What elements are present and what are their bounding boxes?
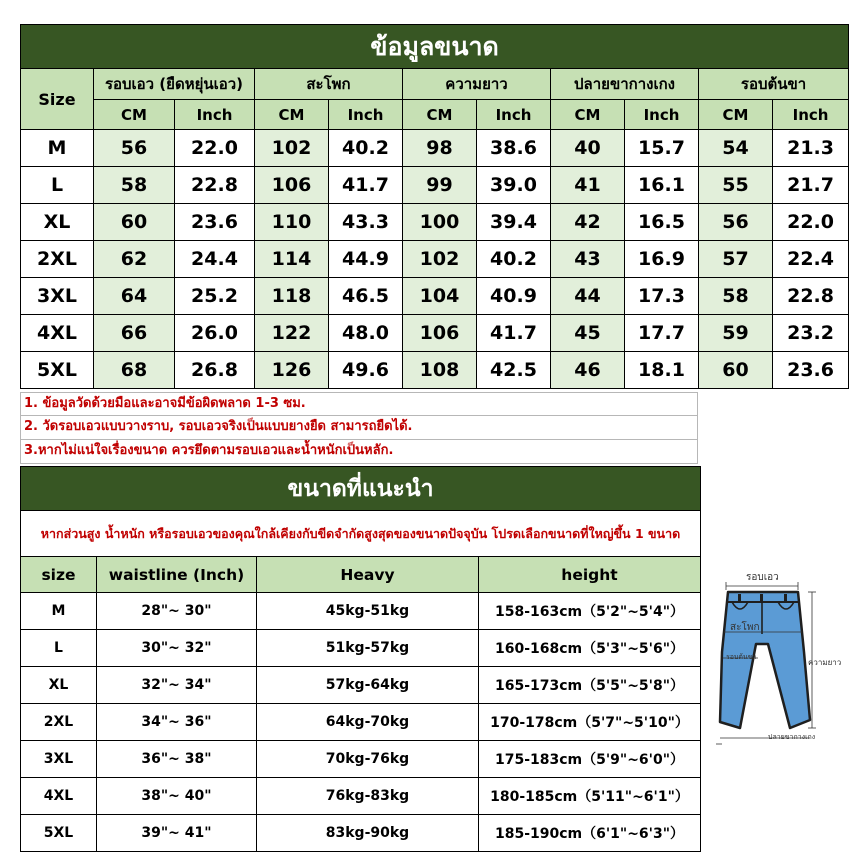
table-cell: 41.7 (329, 167, 403, 204)
rec-waist-cell: 38"~ 40" (97, 778, 257, 815)
rec-height-cell: 180-185cm（5'11"~6'1"） (479, 778, 701, 815)
rec-size-cell: M (21, 593, 97, 630)
table-cell: 43.3 (329, 204, 403, 241)
table-cell: 46.5 (329, 278, 403, 315)
size-chart-title: ข้อมูลขนาด (21, 25, 849, 69)
table-cell: 110 (255, 204, 329, 241)
table-cell: 21.3 (773, 130, 849, 167)
table-cell: 40.2 (329, 130, 403, 167)
note-3: 3.หากไม่แน่ใจเรื่องขนาด ควรยึดตามรอบเอวและน้ำหนักเป็นหลัก. (20, 440, 698, 464)
table-cell: 22.4 (773, 241, 849, 278)
table-cell: 16.1 (625, 167, 699, 204)
rec-heavy-cell: 83kg-90kg (257, 815, 479, 852)
table-cell: 18.1 (625, 352, 699, 389)
table-cell: 66 (94, 315, 175, 352)
table-cell: 58 (94, 167, 175, 204)
size-label: 2XL (21, 241, 94, 278)
table-cell: 102 (403, 241, 477, 278)
table-cell: 21.7 (773, 167, 849, 204)
table-cell: 48.0 (329, 315, 403, 352)
note-2: 2. วัดรอบเอวแบบวางราบ, รอบเอวจริงเป็นแบบยางยืด สามารถยืดได้. (20, 416, 698, 440)
table-cell: 106 (403, 315, 477, 352)
table-cell: 17.3 (625, 278, 699, 315)
size-column-header: Size (21, 69, 94, 130)
table-row (21, 741, 701, 778)
rec-waist-cell: 30"~ 32" (97, 630, 257, 667)
table-cell: 58 (699, 278, 773, 315)
rec-heavy-cell: 51kg-57kg (257, 630, 479, 667)
rec-heavy-cell: 70kg-76kg (257, 741, 479, 778)
rec-heavy-cell: 45kg-51kg (257, 593, 479, 630)
unit-cm-header: CM (699, 100, 773, 130)
table-cell: 56 (94, 130, 175, 167)
table-cell: 60 (699, 352, 773, 389)
size-label: 4XL (21, 315, 94, 352)
table-cell: 100 (403, 204, 477, 241)
rec-heavy-header: Heavy (257, 557, 479, 593)
table-row (21, 130, 849, 167)
table-cell: 56 (699, 204, 773, 241)
rec-size-cell: 5XL (21, 815, 97, 852)
table-cell: 23.6 (175, 204, 255, 241)
table-cell: 22.8 (773, 278, 849, 315)
rec-size-cell: 2XL (21, 704, 97, 741)
unit-inch-header: Inch (625, 100, 699, 130)
table-cell: 49.6 (329, 352, 403, 389)
table-cell: 23.2 (773, 315, 849, 352)
table-cell: 41 (551, 167, 625, 204)
table-cell: 98 (403, 130, 477, 167)
table-cell: 60 (94, 204, 175, 241)
table-cell: 41.7 (477, 315, 551, 352)
table-cell: 43 (551, 241, 625, 278)
table-row (21, 241, 849, 278)
size-label: XL (21, 204, 94, 241)
table-cell: 15.7 (625, 130, 699, 167)
rec-waist-cell: 32"~ 34" (97, 667, 257, 704)
hip-column-header: สะโพก (255, 69, 403, 100)
table-row (21, 593, 701, 630)
thigh-column-header: รอบต้นขา (699, 69, 849, 100)
table-row (21, 630, 701, 667)
table-cell: 42 (551, 204, 625, 241)
rec-height-cell: 165-173cm（5'5"~5'8"） (479, 667, 701, 704)
rec-heavy-cell: 57kg-64kg (257, 667, 479, 704)
table-cell: 22.0 (175, 130, 255, 167)
rec-waist-cell: 39"~ 41" (97, 815, 257, 852)
rec-height-cell: 170-178cm（5'7"~5'10"） (479, 704, 701, 741)
jeans-diagram (708, 572, 848, 752)
table-cell: 45 (551, 315, 625, 352)
size-label: 3XL (21, 278, 94, 315)
waist-label: รอบเอว (746, 572, 779, 583)
table-cell: 39.4 (477, 204, 551, 241)
table-row (21, 352, 849, 389)
thigh-label: รอบต้นขา (726, 653, 757, 661)
table-row (21, 778, 701, 815)
table-cell: 126 (255, 352, 329, 389)
table-cell: 46 (551, 352, 625, 389)
table-cell: 54 (699, 130, 773, 167)
table-cell: 24.4 (175, 241, 255, 278)
unit-inch-header: Inch (477, 100, 551, 130)
table-cell: 16.9 (625, 241, 699, 278)
table-row (21, 667, 701, 704)
table-cell: 40 (551, 130, 625, 167)
table-cell: 68 (94, 352, 175, 389)
table-cell: 16.5 (625, 204, 699, 241)
hem-label: ปลายขากางเกง (768, 733, 816, 741)
table-cell: 99 (403, 167, 477, 204)
recommendation-title: ขนาดที่แนะนำ (21, 467, 701, 511)
table-row (21, 315, 849, 352)
table-row (21, 815, 701, 852)
rec-waistline-header: waistline (Inch) (97, 557, 257, 593)
rec-waist-cell: 36"~ 38" (97, 741, 257, 778)
unit-header-row (21, 100, 849, 130)
length-label: ความยาว (808, 658, 842, 667)
rec-height-cell: 175-183cm（5'9"~6'0"） (479, 741, 701, 778)
table-cell: 59 (699, 315, 773, 352)
rec-heavy-cell: 64kg-70kg (257, 704, 479, 741)
table-cell: 106 (255, 167, 329, 204)
table-cell: 118 (255, 278, 329, 315)
table-cell: 57 (699, 241, 773, 278)
table-cell: 26.0 (175, 315, 255, 352)
table-cell: 64 (94, 278, 175, 315)
table-cell: 44.9 (329, 241, 403, 278)
table-cell: 22.8 (175, 167, 255, 204)
table-cell: 25.2 (175, 278, 255, 315)
waist-column-header: รอบเอว (ยืดหยุ่นเอว) (94, 69, 255, 100)
unit-inch-header: Inch (773, 100, 849, 130)
rec-waist-cell: 34"~ 36" (97, 704, 257, 741)
table-row (21, 278, 849, 315)
size-chart-table (20, 24, 849, 389)
table-cell: 39.0 (477, 167, 551, 204)
rec-size-cell: 3XL (21, 741, 97, 778)
table-cell: 108 (403, 352, 477, 389)
rec-size-header: size (21, 557, 97, 593)
table-cell: 122 (255, 315, 329, 352)
table-cell: 42.5 (477, 352, 551, 389)
recommendation-description: หากส่วนสูง น้ำหนัก หรือรอบเอวของคุณใกล้เคียงกับขีดจำกัดสูงสุดของขนาดปัจจุบัน โปรดเลือกขนาดที่ใหญ่ขึ้น 1 ขนาด (21, 511, 701, 557)
unit-inch-header: Inch (175, 100, 255, 130)
table-cell: 102 (255, 130, 329, 167)
table-cell: 62 (94, 241, 175, 278)
recommendation-table (20, 466, 701, 852)
table-cell: 114 (255, 241, 329, 278)
rec-size-cell: L (21, 630, 97, 667)
table-cell: 55 (699, 167, 773, 204)
table-cell: 40.9 (477, 278, 551, 315)
rec-height-cell: 158-163cm（5'2"~5'4"） (479, 593, 701, 630)
table-cell: 22.0 (773, 204, 849, 241)
hip-label: สะโพก (730, 622, 760, 633)
rec-heavy-cell: 76kg-83kg (257, 778, 479, 815)
size-label: L (21, 167, 94, 204)
unit-cm-header: CM (255, 100, 329, 130)
table-cell: 17.7 (625, 315, 699, 352)
rec-height-header: height (479, 557, 701, 593)
rec-height-cell: 160-168cm（5'3"~5'6"） (479, 630, 701, 667)
table-cell: 38.6 (477, 130, 551, 167)
hem-column-header: ปลายขากางเกง (551, 69, 699, 100)
size-label: M (21, 130, 94, 167)
rec-size-cell: 4XL (21, 778, 97, 815)
table-cell: 40.2 (477, 241, 551, 278)
table-row (21, 204, 849, 241)
note-1: 1. ข้อมูลวัดด้วยมือและอาจมีข้อผิดพลาด 1-3 ซม. (20, 392, 698, 416)
table-cell: 23.6 (773, 352, 849, 389)
table-row (21, 704, 701, 741)
rec-size-cell: XL (21, 667, 97, 704)
unit-cm-header: CM (403, 100, 477, 130)
size-label: 5XL (21, 352, 94, 389)
table-cell: 44 (551, 278, 625, 315)
rec-waist-cell: 28"~ 30" (97, 593, 257, 630)
table-cell: 26.8 (175, 352, 255, 389)
unit-cm-header: CM (94, 100, 175, 130)
unit-cm-header: CM (551, 100, 625, 130)
unit-inch-header: Inch (329, 100, 403, 130)
rec-height-cell: 185-190cm（6'1"~6'3"） (479, 815, 701, 852)
length-column-header: ความยาว (403, 69, 551, 100)
table-cell: 104 (403, 278, 477, 315)
table-row (21, 167, 849, 204)
